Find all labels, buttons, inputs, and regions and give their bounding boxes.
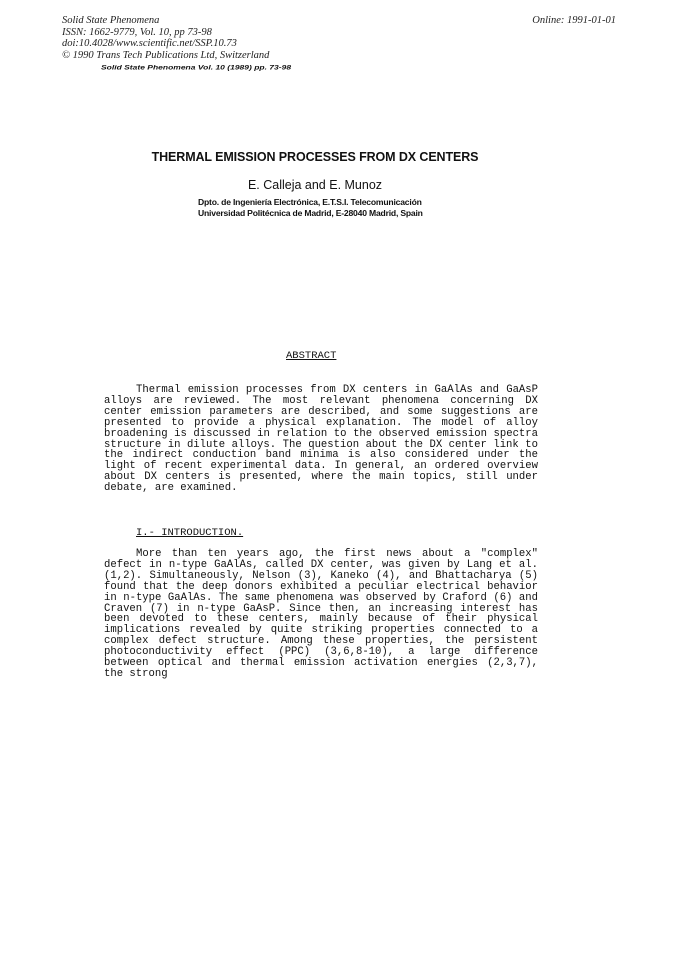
online-date: Online: 1991-01-01 bbox=[532, 15, 616, 26]
doi-line: doi:10.4028/www.scientific.net/SSP.10.73 bbox=[62, 38, 237, 49]
introduction-heading bbox=[136, 527, 243, 539]
copyright-line: © 1990 Trans Tech Publications Ltd, Switzerland bbox=[62, 49, 270, 61]
affiliation-line-2: Universidad Politécnica de Madrid, E-28040 Madrid, Spain bbox=[198, 208, 423, 218]
journal-reference: Solid State Phenomena Vol. 10 (1989) pp. 73-98 bbox=[101, 63, 292, 71]
introduction-text: More than ten years ago, the first news about a "complex" defect in n-type GaAlAs, called DX center, was given by Lang et al. (1,2). Simultaneously, Nelson (3), Kaneko (4), and Bhattacharya (5) found that the deep donors exhibited a peculiar electrical behavior in n-type GaAlAs. The same phenomena was observed by Craford (6) and Craven (7) in n-type GaAsP. Since then, an increasing interest has been devoted to these centers, mainly because of their physical implications revealed by quite striking properties connected to a complex defect structure. Among these properties, the persistent photoconductivity effect (PPC) (3,6,8-10), a large difference between optical and thermal emission activation energies (2,3,7), the strong bbox=[104, 548, 538, 680]
paper-authors: E. Calleja and E. Munoz bbox=[247, 178, 383, 192]
journal-name: Solid State Phenomena bbox=[62, 15, 160, 26]
introduction-heading-label: I.- INTRODUCTION. bbox=[136, 527, 244, 539]
issn-line: ISSN: 1662-9779, Vol. 10, pp 73-98 bbox=[62, 26, 212, 38]
abstract-text: Thermal emission processes from DX centers in GaAlAs and GaAsP alloys are reviewed. The most relevant phenomena concerning DX center emission parameters are described, and some suggestions are presented to provide a physical explanation. The model of alloy broadening is discussed in relation to the observed emission spectra structure in dilute alloys. The question about the DX center link to the indirect conduction band minima is also considered under the light of recent experimental data. In general, an ordered overview about DX centers is presented, where the main topics, still under debate, are examined. bbox=[104, 384, 538, 495]
affiliation-line-1: Dpto. de Ingeniería Electrónica, E.T.S.I. Telecomunicación bbox=[198, 197, 422, 207]
paper-title: THERMAL EMISSION PROCESSES FROM DX CENTERS bbox=[151, 150, 479, 164]
abstract-heading: ABSTRACT bbox=[286, 350, 337, 362]
publication-header bbox=[62, 15, 269, 61]
